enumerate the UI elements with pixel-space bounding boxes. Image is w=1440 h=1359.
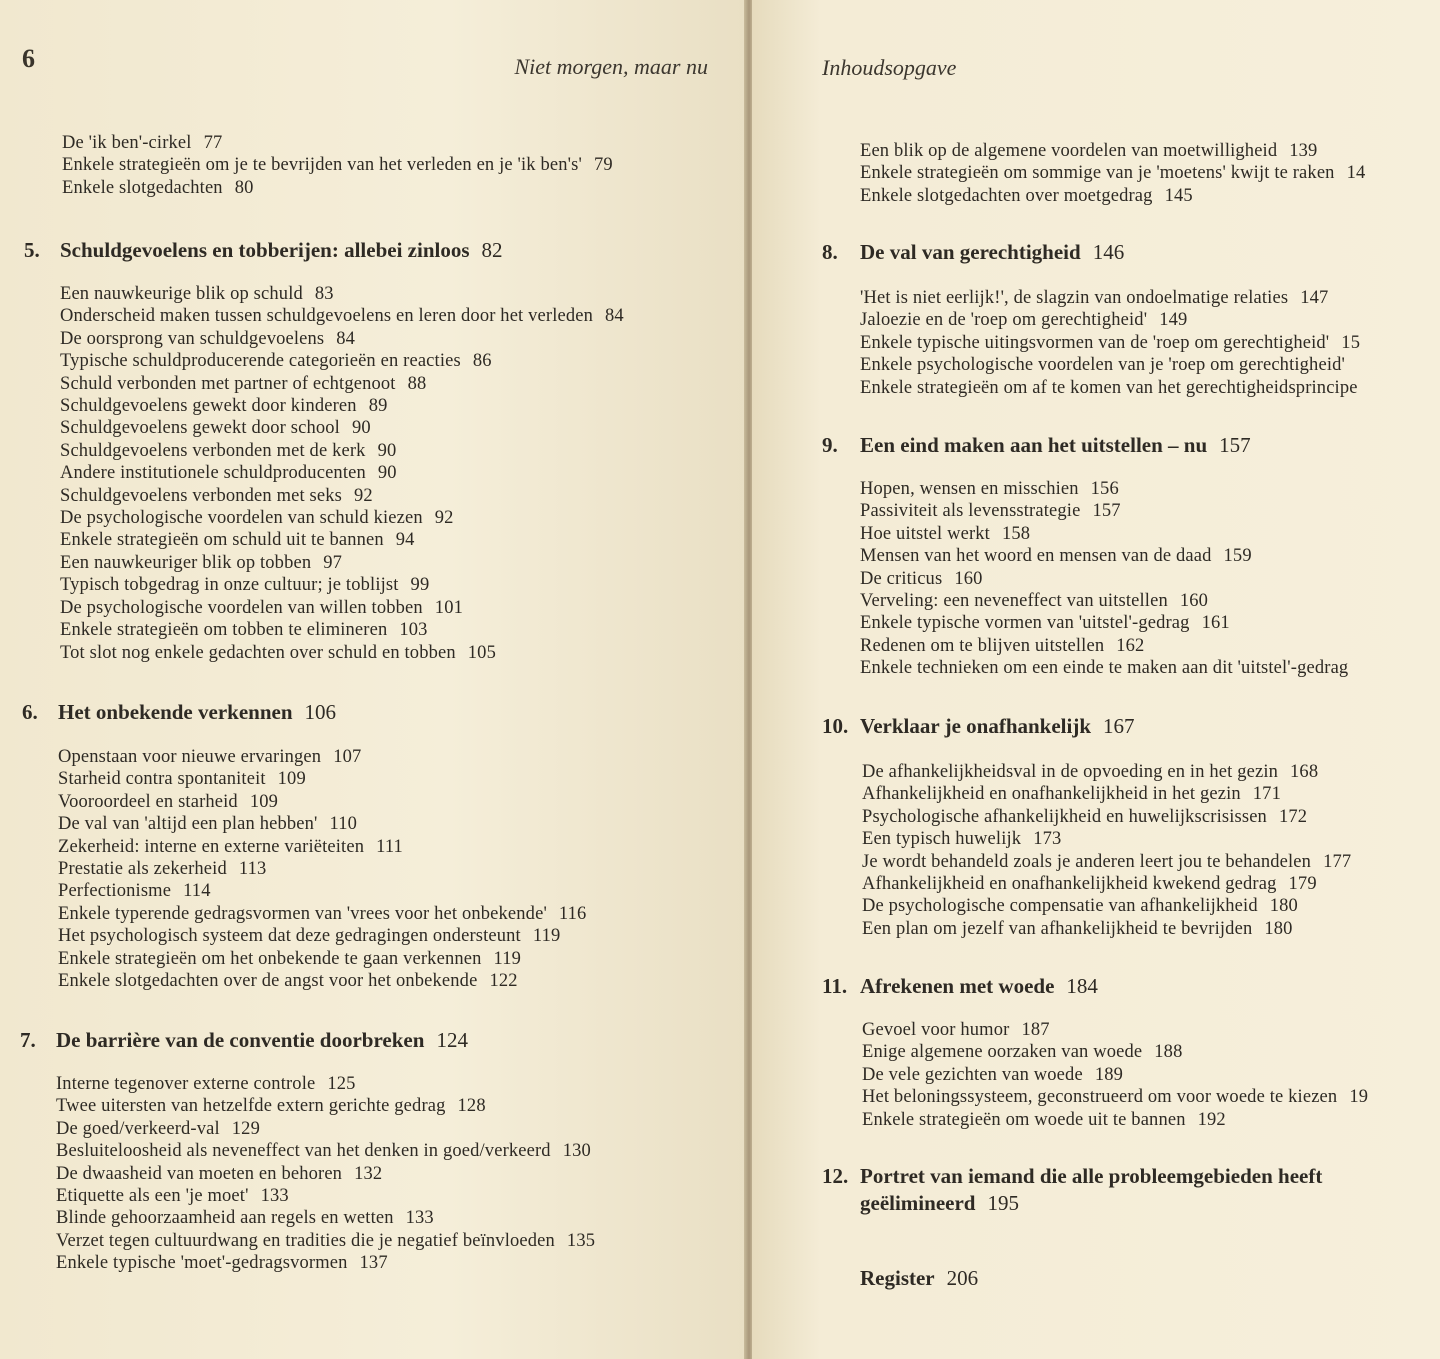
- toc-entry: De psychologische compensatie van afhankelijkheid 180: [862, 896, 1298, 917]
- toc-section-chapter-8: [860, 287, 1360, 399]
- register-page: 206: [946, 1266, 979, 1290]
- toc-entry: Mensen van het woord en mensen van de daad 159: [860, 546, 1252, 567]
- chapter-number: 6.: [22, 700, 38, 724]
- toc-entry: Jaloezie en de 'roep om gerechtigheid' 149: [860, 310, 1188, 331]
- toc-entry: Psychologische afhankelijkheid en huwelijkscrisissen 172: [862, 806, 1308, 827]
- chapter-title: Het onbekende verkennen: [58, 700, 293, 724]
- chapter-number: 11.: [822, 974, 848, 998]
- toc-entry: Enkele slotgedachten over de angst voor het onbekende 122: [58, 971, 518, 992]
- page-number: 6: [22, 44, 35, 73]
- toc-section-top-left: [62, 132, 613, 199]
- toc-entry: Etiquette als een 'je moet' 133: [56, 1186, 289, 1207]
- toc-entry: Schuldgevoelens verbonden met de kerk 90: [60, 440, 397, 461]
- toc-entry: Redenen om te blijven uitstellen 162: [860, 635, 1145, 656]
- chapter-number: 5.: [24, 238, 40, 262]
- toc-entry: Blinde gehoorzaamheid aan regels en wetten 133: [56, 1208, 434, 1229]
- toc-entry: Enkele psychologische voordelen van je 'roep om gerechtigheid': [860, 355, 1345, 376]
- toc-section-top-right: [860, 140, 1365, 207]
- toc-entry: Schuldgevoelens gewekt door kinderen 89: [60, 396, 388, 417]
- chapter-title: Afrekenen met woede: [860, 974, 1055, 998]
- toc-entry: Enkele strategieën om sommige van je 'moetens' kwijt te raken 14: [860, 163, 1366, 184]
- toc-entry: Hoe uitstel werkt 158: [860, 523, 1031, 544]
- toc-entry: Enkele strategieën om af te komen van het gerechtigheidsprincipe: [860, 377, 1358, 398]
- toc-entry: 'Het is niet eerlijk!', de slagzin van ondoelmatige relaties 147: [860, 288, 1329, 308]
- toc-entry: Prestatie als zekerheid 113: [58, 859, 267, 880]
- toc-entry: Een nauwkeurige blik op schuld 83: [60, 284, 334, 304]
- toc-entry: Tot slot nog enkele gedachten over schuld en tobben 105: [60, 642, 496, 663]
- toc-section-chapter-5: [60, 283, 624, 664]
- toc-entry: Enkele typische vormen van 'uitstel'-gedrag 161: [860, 613, 1230, 634]
- toc-entry: Typische schuldproducerende categorieën en reacties 86: [60, 351, 492, 372]
- toc-section-chapter-11: [862, 1019, 1368, 1131]
- toc-entry: Besluiteloosheid als neveneffect van het denken in goed/verkeerd 130: [56, 1141, 591, 1162]
- chapter-heading: [822, 239, 1124, 266]
- chapter-number: 7.: [20, 1028, 36, 1052]
- toc-entry: De psychologische voordelen van willen tobben 101: [60, 597, 463, 618]
- toc-entry: Vooroordeel en starheid 109: [58, 791, 279, 812]
- chapter-page: 146: [1092, 240, 1125, 264]
- toc-entry: Enkele strategieën om het onbekende te gaan verkennen 119: [58, 948, 522, 969]
- chapter-title: Portret van iemand die alle probleemgebieden heeft: [860, 1164, 1323, 1188]
- chapter-page: 167: [1103, 714, 1135, 738]
- chapter-heading: [22, 699, 336, 726]
- toc-entry: Zekerheid: interne en externe variëteiten 111: [58, 836, 403, 857]
- toc-entry: Het beloningssysteem, geconstrueerd om voor woede te kiezen 19: [862, 1087, 1369, 1108]
- toc-section-chapter-10: [862, 761, 1351, 940]
- toc-entry: Een nauwkeuriger blik op tobben 97: [60, 552, 343, 573]
- toc-entry: Typisch tobgedrag in onze cultuur; je toblijst 99: [60, 575, 430, 596]
- toc-entry: Enkele strategieën om schuld uit te bannen 94: [60, 530, 415, 551]
- chapter-heading: [822, 1163, 1322, 1217]
- chapter-page: 82: [481, 238, 503, 262]
- register-title: Register: [860, 1266, 935, 1290]
- chapter-title: Verklaar je onafhankelijk: [860, 714, 1092, 738]
- toc-entry: Enkele slotgedachten over moetgedrag 145: [860, 185, 1193, 206]
- chapter-number: 10.: [822, 714, 849, 738]
- toc-entry: De afhankelijkheidsval in de opvoeding en in het gezin 168: [862, 762, 1319, 782]
- toc-entry: Perfectionisme 114: [58, 881, 211, 902]
- toc-entry: Schuldgevoelens gewekt door school 90: [60, 418, 371, 439]
- toc-entry: Afhankelijkheid en onafhankelijkheid in het gezin 171: [862, 784, 1281, 805]
- toc-entry: Enkele technieken om een einde te maken aan dit 'uitstel'-gedrag: [860, 658, 1349, 679]
- chapter-page: 184: [1066, 974, 1098, 998]
- toc-entry: Enkele strategieën om tobben te elimineren 103: [60, 620, 428, 641]
- chapter-heading: [822, 432, 1251, 459]
- toc-entry: Enkele strategieën om woede uit te bannen 192: [862, 1109, 1226, 1130]
- chapter-title: De barrière van de conventie doorbreken: [56, 1028, 425, 1052]
- toc-entry: Enkele typerende gedragsvormen van 'vrees voor het onbekende' 116: [58, 903, 587, 924]
- toc-entry: Enkele typische uitingsvormen van de 'roep om gerechtigheid' 15: [860, 332, 1361, 353]
- toc-entry: Enkele typische 'moet'-gedragsvormen 137: [56, 1253, 388, 1274]
- toc-entry: Starheid contra spontaniteit 109: [58, 769, 306, 790]
- chapter-heading: [822, 973, 1098, 1000]
- toc-entry: De criticus 160: [860, 568, 983, 589]
- chapter-number: 8.: [822, 240, 838, 264]
- toc-entry: De oorsprong van schuldgevoelens 84: [60, 328, 356, 349]
- toc-entry: Hopen, wensen en misschien 156: [860, 479, 1119, 499]
- toc-entry: Verveling: een neveneffect van uitstellen 160: [860, 591, 1209, 612]
- chapter-page: 195: [987, 1191, 1019, 1215]
- toc-entry: Schuldgevoelens verbonden met seks 92: [60, 485, 373, 506]
- chapter-heading: [822, 713, 1135, 740]
- toc-entry: Verzet tegen cultuurdwang en tradities die je negatief beïnvloeden 135: [56, 1230, 596, 1251]
- toc-entry: Je wordt behandeld zoals je anderen leert jou te behandelen 177: [862, 851, 1352, 872]
- chapter-page: 157: [1219, 433, 1251, 457]
- chapter-heading: [24, 237, 503, 264]
- chapter-page: 124: [436, 1028, 468, 1052]
- toc-entry: Enkele strategieën om je te bevrijden van het verleden en je 'ik ben's' 79: [62, 155, 613, 176]
- toc-entry: Schuld verbonden met partner of echtgenoot 88: [60, 373, 427, 394]
- toc-entry: Openstaan voor nieuwe ervaringen 107: [58, 747, 362, 767]
- toc-section-chapter-9: [860, 478, 1348, 680]
- running-head: Inhoudsopgave: [822, 55, 957, 80]
- toc-entry: Gevoel voor humor 187: [862, 1020, 1050, 1040]
- toc-entry: De dwaasheid van moeten en behoren 132: [56, 1163, 383, 1184]
- toc-entry: Onderscheid maken tussen schuldgevoelens en leren door het verleden 84: [60, 306, 624, 327]
- toc-entry: De 'ik ben'-cirkel 77: [62, 133, 223, 153]
- chapter-title: Schuldgevoelens en tobberijen: allebei zinloos: [60, 238, 470, 262]
- chapter-page: 106: [304, 700, 337, 724]
- running-head: Niet morgen, maar nu: [514, 54, 708, 79]
- toc-entry: De val van 'altijd een plan hebben' 110: [58, 814, 358, 835]
- toc-entry: Afhankelijkheid en onafhankelijkheid kwekend gedrag 179: [862, 874, 1317, 895]
- toc-entry: Een plan om jezelf van afhankelijkheid te bevrijden 180: [862, 918, 1293, 939]
- chapter-number: 12.: [822, 1164, 849, 1188]
- toc-section-chapter-7: [56, 1073, 595, 1275]
- toc-entry: Enige algemene oorzaken van woede 188: [862, 1042, 1183, 1063]
- chapter-number: 9.: [822, 433, 838, 457]
- toc-entry: Andere institutionele schuldproducenten 90: [60, 463, 397, 484]
- toc-entry: Twee uitersten van hetzelfde extern gerichte gedrag 128: [56, 1096, 486, 1117]
- register-entry: [860, 1265, 978, 1292]
- toc-entry: De goed/verkeerd-val 129: [56, 1118, 260, 1139]
- right-page: [752, 0, 1440, 1359]
- toc-entry: De vele gezichten van woede 189: [862, 1064, 1124, 1085]
- toc-entry: Interne tegenover externe controle 125: [56, 1074, 356, 1094]
- toc-entry: Een typisch huwelijk 173: [862, 829, 1062, 850]
- toc-entry: Het psychologisch systeem dat deze gedragingen ondersteunt 119: [58, 926, 561, 947]
- chapter-title: De val van gerechtigheid: [860, 240, 1081, 264]
- toc-entry: De psychologische voordelen van schuld kiezen 92: [60, 508, 454, 529]
- toc-entry: Een blik op de algemene voordelen van moetwilligheid 139: [860, 141, 1318, 161]
- chapter-title: Een eind maken aan het uitstellen – nu: [860, 433, 1208, 457]
- toc-entry: Enkele slotgedachten 80: [62, 177, 254, 198]
- toc-entry: Passiviteit als levensstrategie 157: [860, 501, 1121, 522]
- toc-section-chapter-6: [58, 746, 586, 992]
- chapter-heading: [20, 1027, 468, 1054]
- chapter-title-continued: geëlimineerd: [860, 1191, 976, 1215]
